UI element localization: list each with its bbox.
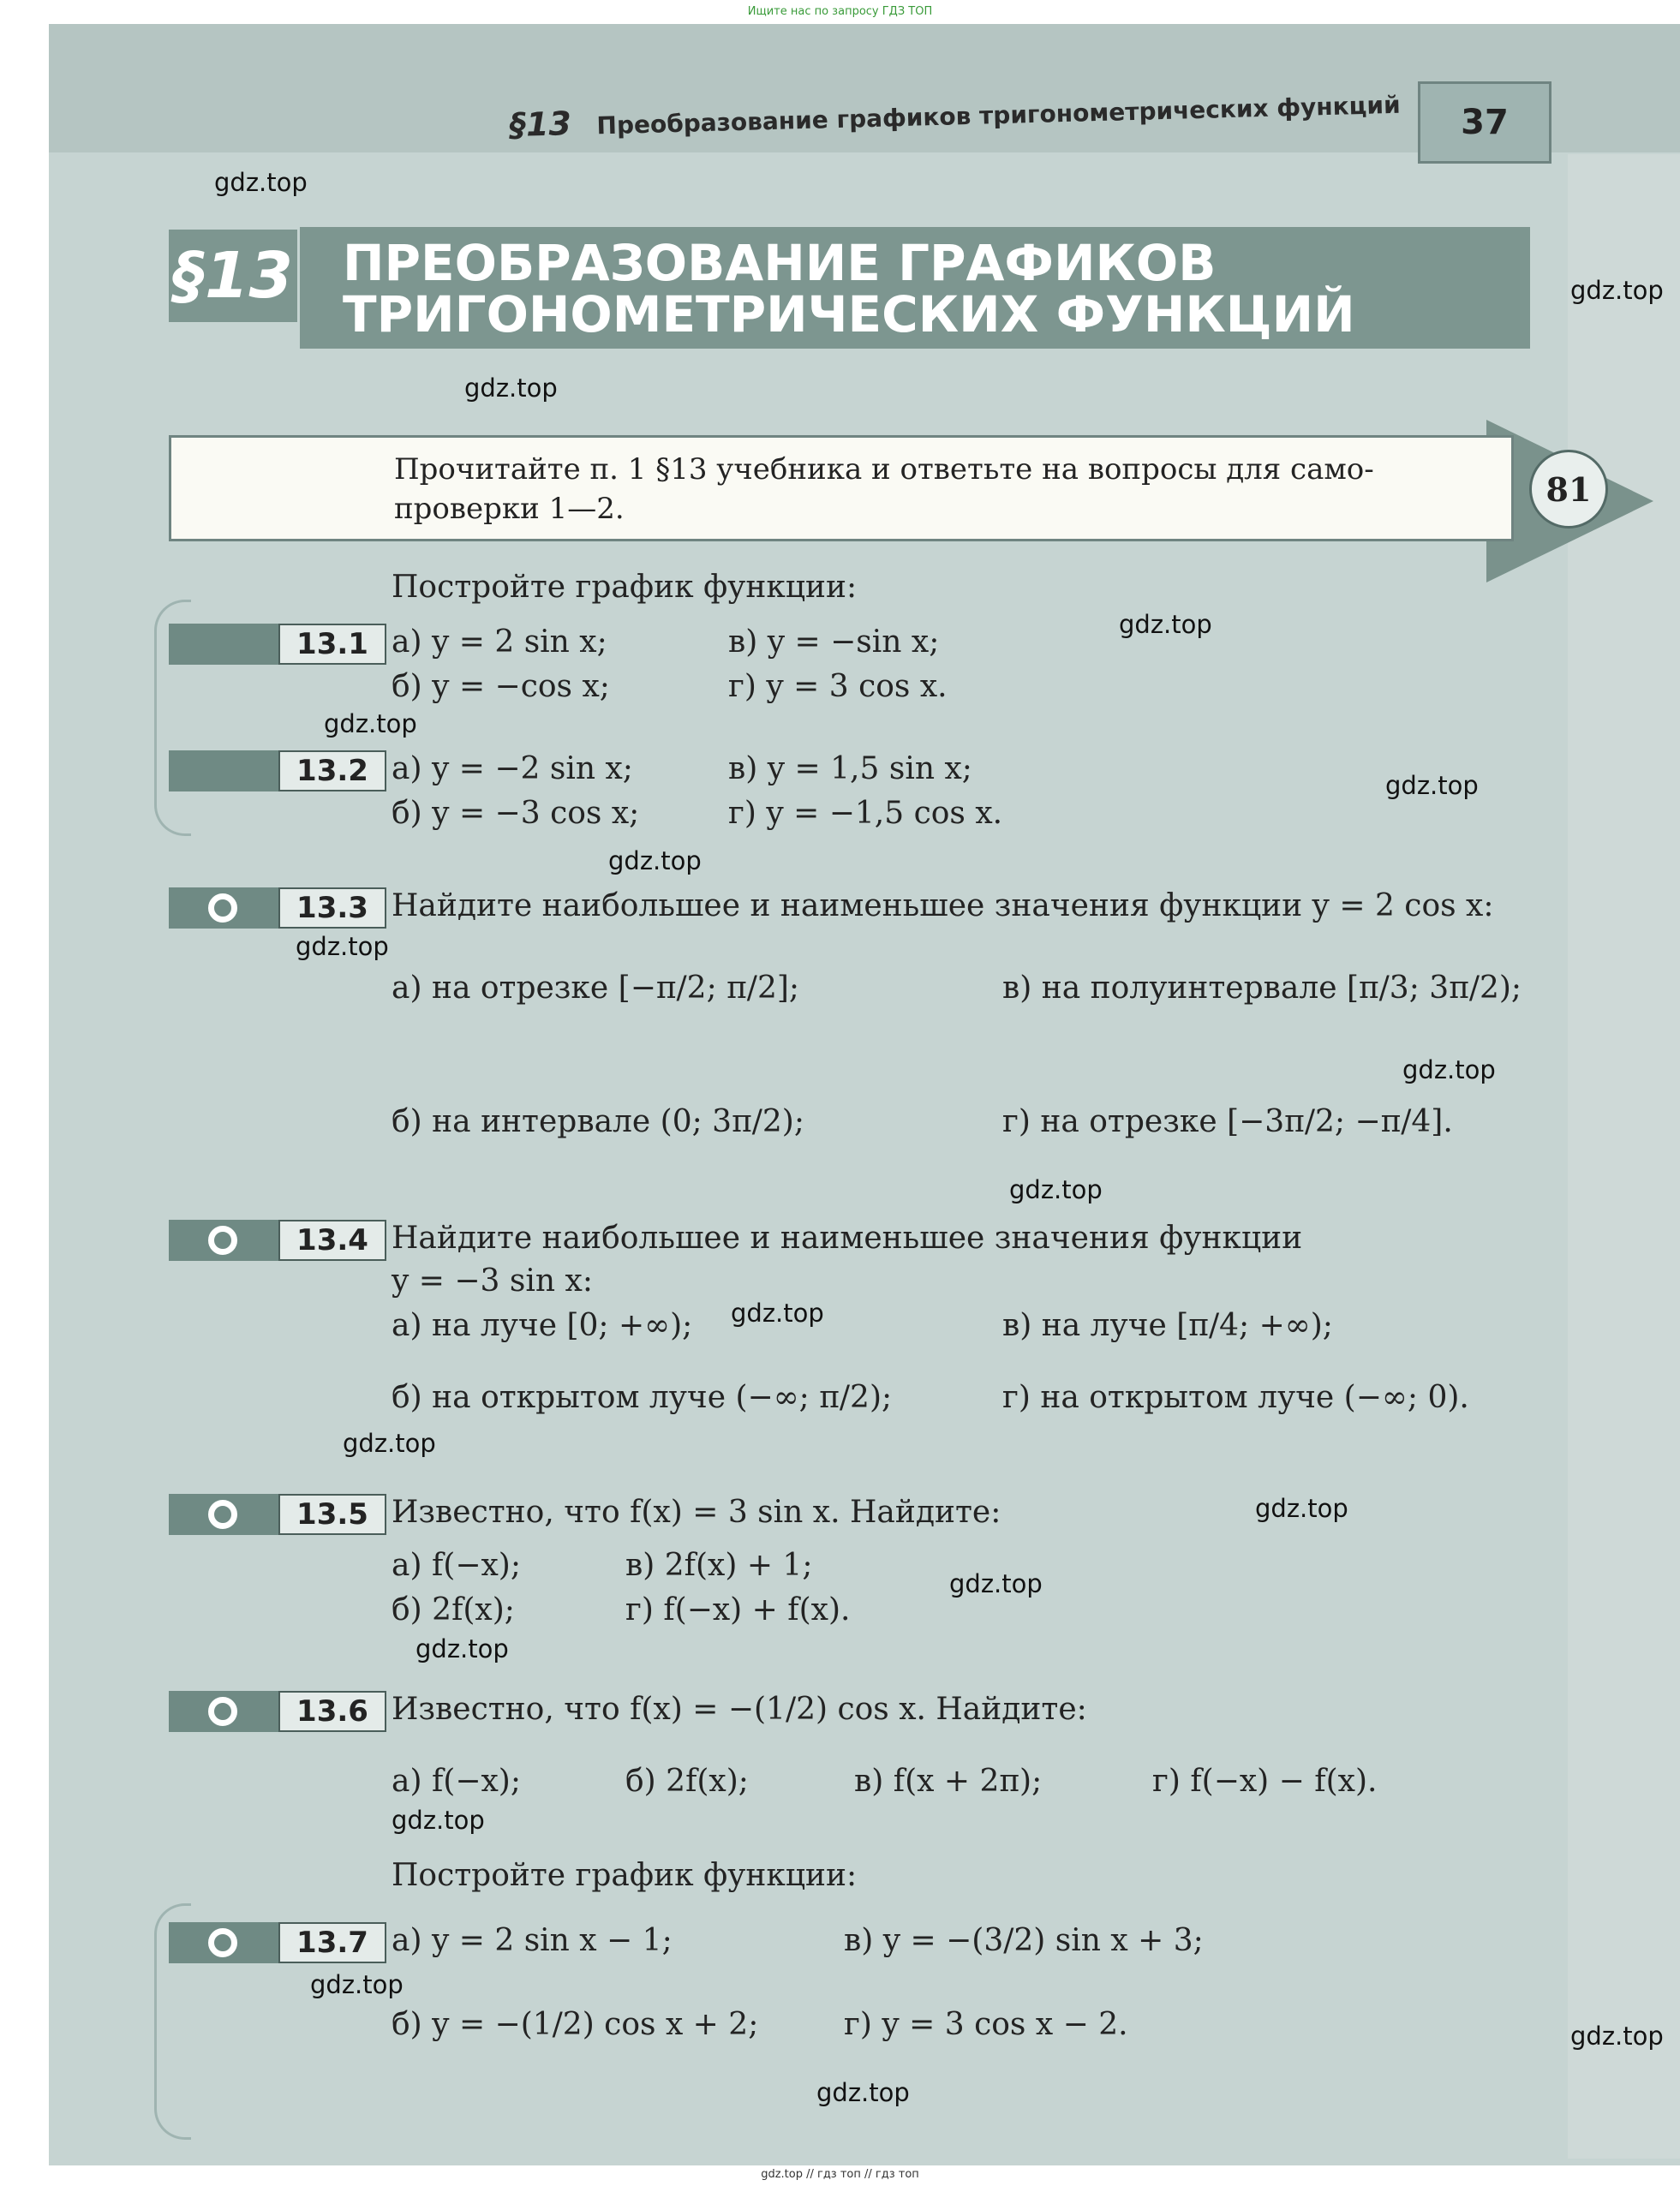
- exercise-number: 13.5: [278, 1494, 386, 1535]
- bottom-watermark: gdz.top // гдз топ // гдз топ: [761, 2168, 919, 2181]
- watermark-text: gdz.top: [1119, 610, 1212, 639]
- ex13-6-v: в) f(x + 2π);: [854, 1764, 1043, 1799]
- section-badge: §13: [169, 230, 297, 322]
- exercise-number: 13.7: [278, 1922, 386, 1963]
- page-ref-number: 81: [1529, 450, 1608, 529]
- difficulty-circle-icon: [208, 1928, 237, 1957]
- ex13-7-g: г) y = 3 cos x − 2.: [844, 2007, 1128, 2042]
- ex13-1-b: б) y = −cos x;: [392, 669, 610, 704]
- difficulty-circle-icon: [208, 1500, 237, 1529]
- watermark-text: gdz.top: [1570, 276, 1664, 305]
- ex13-7-b: б) y = −(1/2) cos x + 2;: [392, 2007, 759, 2042]
- instruction-build-graph: Постройте график функции:: [392, 1858, 858, 1893]
- watermark-text: gdz.top: [1009, 1175, 1103, 1204]
- ex13-6-b: б) 2f(x);: [625, 1764, 749, 1799]
- ex13-6-text: Известно, что f(x) = −(1/2) cos x. Найдите:: [392, 1692, 1087, 1727]
- ex13-3-a: а) на отрезке [−π/2; π/2];: [392, 971, 800, 1006]
- watermark-text: gdz.top: [310, 1970, 404, 1999]
- section-title-line1: ПРЕОБРАЗОВАНИЕ ГРАФИКОВ: [343, 234, 1217, 292]
- watermark-text: gdz.top: [1402, 1055, 1496, 1084]
- watermark-text: gdz.top: [1570, 2022, 1664, 2051]
- watermark-text: gdz.top: [416, 1634, 509, 1663]
- difficulty-circle-icon: [208, 1697, 237, 1726]
- running-head-title: Преобразование графиков тригонометрических функций: [596, 90, 1402, 140]
- exercise-number: 13.3: [278, 887, 386, 929]
- watermark-text: gdz.top: [949, 1569, 1043, 1598]
- ex13-2-a: а) y = −2 sin x;: [392, 751, 633, 786]
- ex13-7-v: в) y = −(3/2) sin x + 3;: [844, 1923, 1204, 1958]
- watermark-text: gdz.top: [296, 932, 389, 961]
- ex13-1-a: а) y = 2 sin x;: [392, 624, 607, 660]
- exercise-number: 13.6: [278, 1691, 386, 1732]
- reading-line1: Прочитайте п. 1 §13 учебника и ответьте на вопросы для само-: [394, 452, 1374, 487]
- watermark-text: gdz.top: [608, 846, 702, 875]
- watermark-text: gdz.top: [1385, 771, 1479, 800]
- ex13-5-text: Известно, что f(x) = 3 sin x. Найдите:: [392, 1495, 1001, 1530]
- section-title-line2: ТРИГОНОМЕТРИЧЕСКИХ ФУНКЦИЙ: [343, 285, 1355, 343]
- ex13-4-b: б) на открытом луче (−∞; π/2);: [392, 1380, 893, 1415]
- ex13-2-v: в) y = 1,5 sin x;: [728, 751, 972, 786]
- ex13-3-g: г) на отрезке [−3π/2; −π/4].: [1002, 1104, 1453, 1139]
- difficulty-circle-icon: [208, 893, 237, 923]
- watermark-text: gdz.top: [464, 373, 558, 403]
- instruction-build-graph: Постройте график функции:: [392, 570, 858, 605]
- watermark-text: gdz.top: [324, 709, 417, 738]
- section-title: [300, 227, 1530, 349]
- ex13-6-g: г) f(−x) − f(x).: [1152, 1764, 1378, 1799]
- reading-assignment-box: [169, 435, 1514, 541]
- ex13-7-a: а) y = 2 sin x − 1;: [392, 1923, 673, 1958]
- ex13-1-g: г) y = 3 cos x.: [728, 669, 948, 704]
- ex13-4-v: в) на луче [π/4; +∞);: [1002, 1308, 1333, 1343]
- ex13-2-b: б) y = −3 cos x;: [392, 796, 640, 831]
- exercise-number: 13.2: [278, 750, 386, 791]
- watermark-text: gdz.top: [214, 168, 308, 197]
- watermark-text: gdz.top: [731, 1299, 824, 1328]
- ex13-3-v: в) на полуинтервале [π/3; 3π/2);: [1002, 971, 1522, 1006]
- ex13-4-a: а) на луче [0; +∞);: [392, 1308, 693, 1343]
- ex13-5-a: а) f(−x);: [392, 1548, 521, 1583]
- exercise-number: 13.4: [278, 1220, 386, 1261]
- ex13-4-g: г) на открытом луче (−∞; 0).: [1002, 1380, 1469, 1415]
- watermark-text: gdz.top: [343, 1429, 436, 1458]
- ex13-3-b: б) на интервале (0; 3π/2);: [392, 1104, 804, 1139]
- watermark-text: gdz.top: [816, 2078, 910, 2107]
- running-head-section: §13: [509, 105, 572, 144]
- ex13-6-a: а) f(−x);: [392, 1764, 521, 1799]
- ex13-4-text2: y = −3 sin x:: [392, 1263, 593, 1299]
- ex13-3-text: Найдите наибольшее и наименьшее значения функции y = 2 cos x:: [392, 888, 1494, 923]
- ex13-5-b: б) 2f(x);: [392, 1592, 515, 1628]
- watermark-text: gdz.top: [1255, 1494, 1348, 1523]
- difficulty-circle-icon: [208, 1226, 237, 1255]
- ex13-5-g: г) f(−x) + f(x).: [625, 1592, 851, 1628]
- ex13-2-g: г) y = −1,5 cos x.: [728, 796, 1003, 831]
- watermark-text: gdz.top: [392, 1806, 485, 1835]
- reading-line2: проверки 1—2.: [394, 492, 625, 526]
- ex13-1-v: в) y = −sin x;: [728, 624, 940, 660]
- page-number: 37: [1418, 81, 1551, 164]
- exercise-number: 13.1: [278, 624, 386, 665]
- ex13-4-text: Найдите наибольшее и наименьшее значения функции: [392, 1221, 1303, 1256]
- top-watermark: Ищите нас по запросу ГДЗ ТОП: [747, 5, 933, 18]
- ex13-5-v: в) 2f(x) + 1;: [625, 1548, 813, 1583]
